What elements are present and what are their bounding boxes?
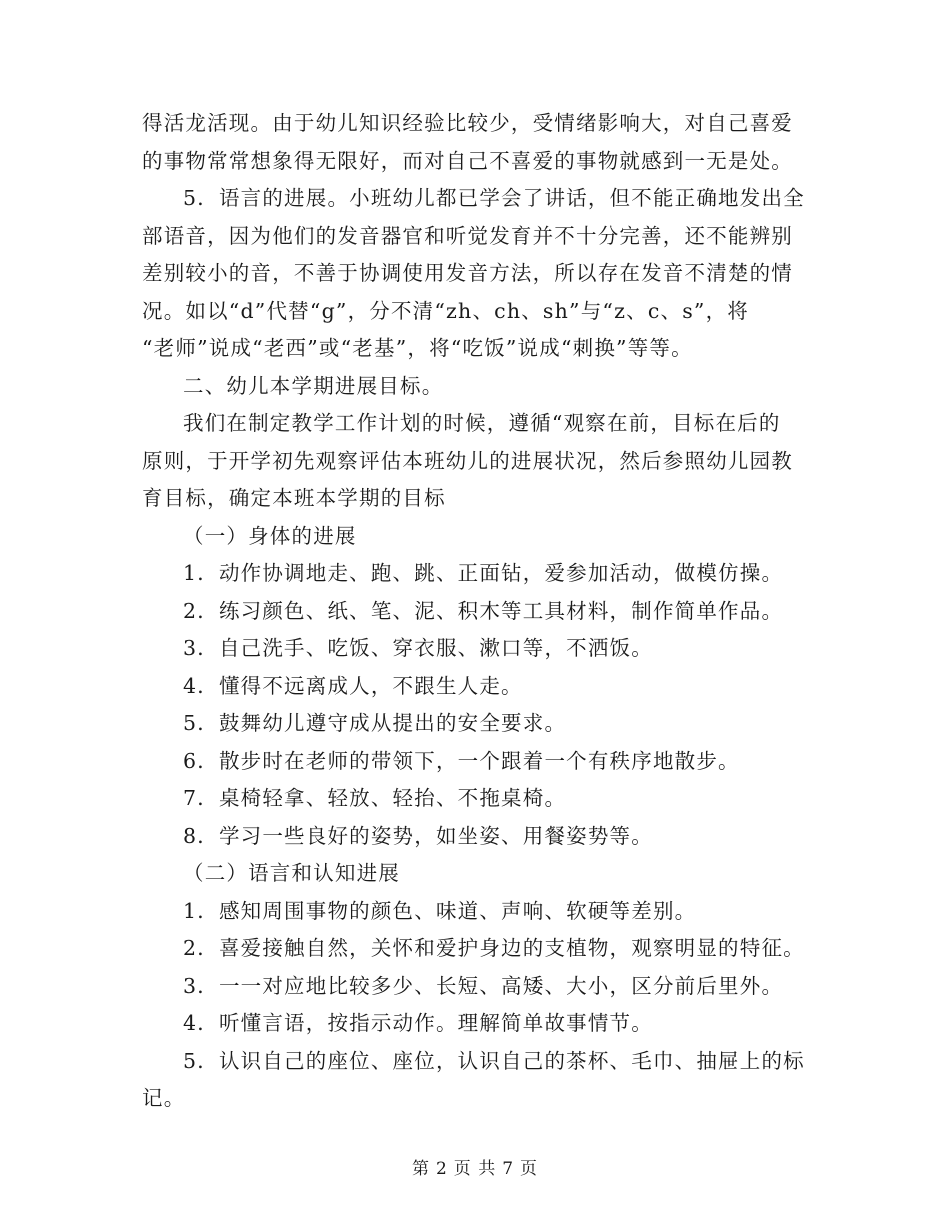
footer-prefix: 第 (411, 1159, 430, 1179)
footer-total-pages: 7 (502, 1159, 515, 1179)
text-line: 二、幼儿本学期进展目标。 (183, 373, 444, 398)
footer-suffix: 页 (520, 1159, 539, 1179)
footer-middle: 页 共 (453, 1159, 497, 1179)
text-line: 育目标，确定本班本学期的目标 (142, 486, 446, 510)
text-line: 5．鼓舞幼儿遵守成从提出的安全要求。 (183, 711, 567, 735)
text-line: 2．练习颜色、纸、笔、泥、积木等工具材料，制作简单作品。 (183, 598, 784, 623)
text-line: 6．散步时在老师的带领下，一个跟着一个有秩序地散步。 (183, 748, 740, 773)
text-line: 记。 (142, 1086, 186, 1110)
text-line: 我们在制定教学工作计划的时候，遵循“观察在前，目标在后的 (183, 411, 781, 435)
text-line: 8．学习一些良好的姿势，如坐姿、用餐姿势等。 (183, 823, 653, 848)
document-body (142, 105, 812, 1118)
footer-current-page: 2 (435, 1159, 448, 1179)
text-line: （一）身体的进展 (183, 523, 357, 548)
text-line: 的事物常常想象得无限好，而对自己不喜爱的事物就感到一无是处。 (142, 148, 793, 173)
text-line: （二）语言和认知进展 (183, 861, 400, 885)
page-footer (0, 1154, 950, 1179)
text-line: 部语音，因为他们的发音器官和听觉发育并不十分完善，还不能辨别 (142, 223, 793, 248)
text-line: 3．自己洗手、吃饭、穿衣服、漱口等，不洒饭。 (183, 636, 653, 660)
text-line: 得活龙活现。由于幼儿知识经验比较少，受情绪影响大，对自己喜爱 (142, 111, 793, 135)
text-line: 5．认识自己的座位、座位，认识自己的茶杯、毛巾、抽屉上的标 (183, 1048, 805, 1073)
text-line: 1．动作协调地走、跑、跳、正面钻，爱参加活动，做模仿操。 (183, 561, 784, 585)
text-line: 1．感知周围事物的颜色、味道、声响、软硬等差别。 (183, 898, 697, 923)
text-line: 7．桌椅轻拿、轻放、轻抬、不拖桌椅。 (183, 786, 567, 810)
text-line: 原则，于开学初先观察评估本班幼儿的进展状况，然后参照幼儿园教 (142, 448, 793, 473)
text-line: 况。如以“d”代替“g”，分不清“zh、ch、sh”与“z、c、s”，将 (142, 298, 749, 323)
text-line: 3．一一对应地比较多少、长短、高矮、大小，区分前后里外。 (183, 973, 784, 998)
text-line: 4．听懂言语，按指示动作。理解简单故事情节。 (183, 1011, 653, 1035)
text-line: 4．懂得不远离成人，不跟生人走。 (183, 673, 523, 698)
text-line: 5．语言的进展。小班幼儿都已学会了讲话，但不能正确地发出全 (183, 186, 805, 210)
text-line: “老师”说成“老西”或“老基”，将“吃饭”说成“刺换”等等。 (142, 336, 693, 360)
text-line: 差别较小的音，不善于协调使用发音方法，所以存在发音不清楚的情 (142, 261, 793, 285)
text-line: 2．喜爱接触自然，关怀和爱护身边的支植物，观察明显的特征。 (183, 936, 805, 960)
